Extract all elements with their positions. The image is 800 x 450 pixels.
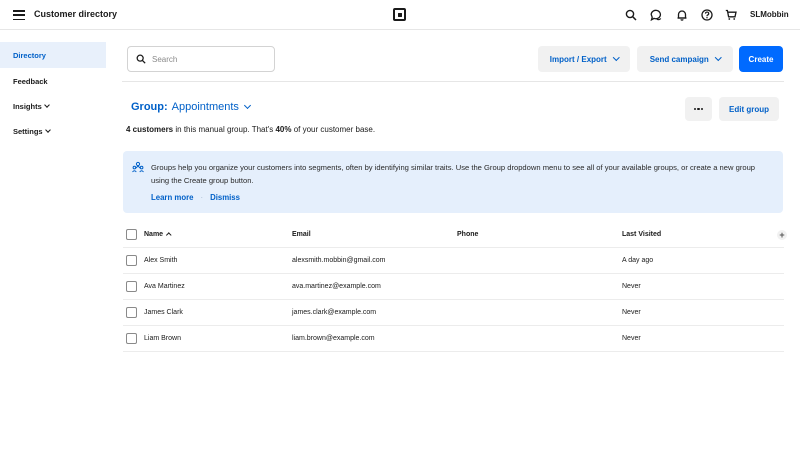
cell-name: James Clark [144,309,183,316]
sidebar-item-insights[interactable] [0,93,106,119]
edit-group-button[interactable]: Edit group [719,97,779,121]
create-button[interactable]: Create [739,46,783,72]
sidebar-item-label: Settings [13,126,43,136]
column-header-phone[interactable]: Phone [457,231,479,238]
table-header-row [123,222,784,248]
row-checkbox[interactable] [126,255,137,266]
menu-icon[interactable] [13,10,25,20]
cell-last-visited: A day ago [622,257,654,264]
customer-count: 4 customers [126,125,174,134]
dot [697,108,699,110]
table-row[interactable] [123,300,784,326]
search-icon [136,54,146,64]
row-checkbox[interactable] [126,307,137,318]
table-row[interactable] [123,274,784,300]
separator: · [200,193,204,202]
sidebar-item-directory[interactable] [0,42,106,68]
sort-ascending-icon [166,232,171,237]
column-header-email[interactable]: Email [292,231,311,238]
cell-last-visited: Never [622,309,641,316]
chevron-down-icon [715,54,721,60]
row-checkbox[interactable] [126,333,137,344]
cell-name: Liam Brown [144,335,181,342]
more-options-button[interactable] [685,97,712,121]
dot [694,108,696,110]
sidebar-item-feedback[interactable] [0,68,106,94]
dot [701,108,703,110]
banner-message: Groups help you organize your customers into segments, often by identifying similar traits. Use the Group dropdown menu to see all of your available groups, or create a new group using the Create group button. [151,163,756,185]
top-bar [0,0,800,30]
cell-name: Alex Smith [144,257,178,264]
info-banner [123,151,783,213]
cell-last-visited: Never [622,283,641,290]
add-column-button[interactable]: + [777,230,787,240]
square-logo[interactable] [393,8,406,21]
cell-email: ava.martinez@example.com [292,283,381,290]
sidebar-item-settings[interactable] [0,118,106,144]
sidebar-item-label: Directory [13,50,46,60]
column-header-last-visited[interactable]: Last Visited [622,231,662,238]
import-export-button[interactable] [538,46,630,72]
chevron-down-icon [45,127,51,133]
help-icon[interactable] [700,8,714,22]
table-row[interactable] [123,248,784,274]
messages-icon[interactable] [649,8,663,22]
search-icon[interactable] [624,8,638,22]
banner-actions [151,193,240,202]
group-dropdown[interactable] [131,101,250,113]
search-input[interactable] [152,55,262,64]
import-export-label: Import / Export [549,54,607,64]
chevron-down-icon [44,102,50,108]
cart-icon[interactable] [724,8,738,22]
summary-text: in this manual group. That's [173,125,276,134]
customers-table [123,222,784,352]
group-summary [126,125,375,134]
summary-text-end: of your customer base. [291,125,376,134]
group-name: Appointments [171,101,239,113]
page-title: Customer directory [34,9,118,19]
send-campaign-label: Send campaign [649,54,709,64]
chevron-down-icon [613,54,619,60]
group-label: Group: [131,101,168,113]
cell-email: liam.brown@example.com [292,335,375,342]
sidebar-item-label: Feedback [13,76,48,86]
learn-more-link[interactable]: Learn more [151,193,194,202]
search-field[interactable] [127,46,275,72]
people-group-icon [132,161,144,173]
column-header-name[interactable] [144,231,171,238]
cell-name: Ava Martinez [144,283,185,290]
cell-email: james.clark@example.com [292,309,377,316]
sidebar [0,31,107,450]
dismiss-link[interactable]: Dismiss [210,193,240,202]
chevron-down-icon [244,102,251,109]
user-menu[interactable]: SLMobbin [750,10,789,19]
notifications-icon[interactable] [675,8,689,22]
send-campaign-button[interactable] [637,46,733,72]
cell-email: alexsmith.mobbin@gmail.com [292,257,386,264]
sidebar-item-label: Insights [13,101,42,111]
row-checkbox[interactable] [126,281,137,292]
divider [122,81,784,82]
column-label: Name [144,231,164,238]
cell-last-visited: Never [622,335,641,342]
table-row[interactable] [123,326,784,352]
customer-percent: 40% [275,125,292,134]
select-all-checkbox[interactable] [126,229,137,240]
